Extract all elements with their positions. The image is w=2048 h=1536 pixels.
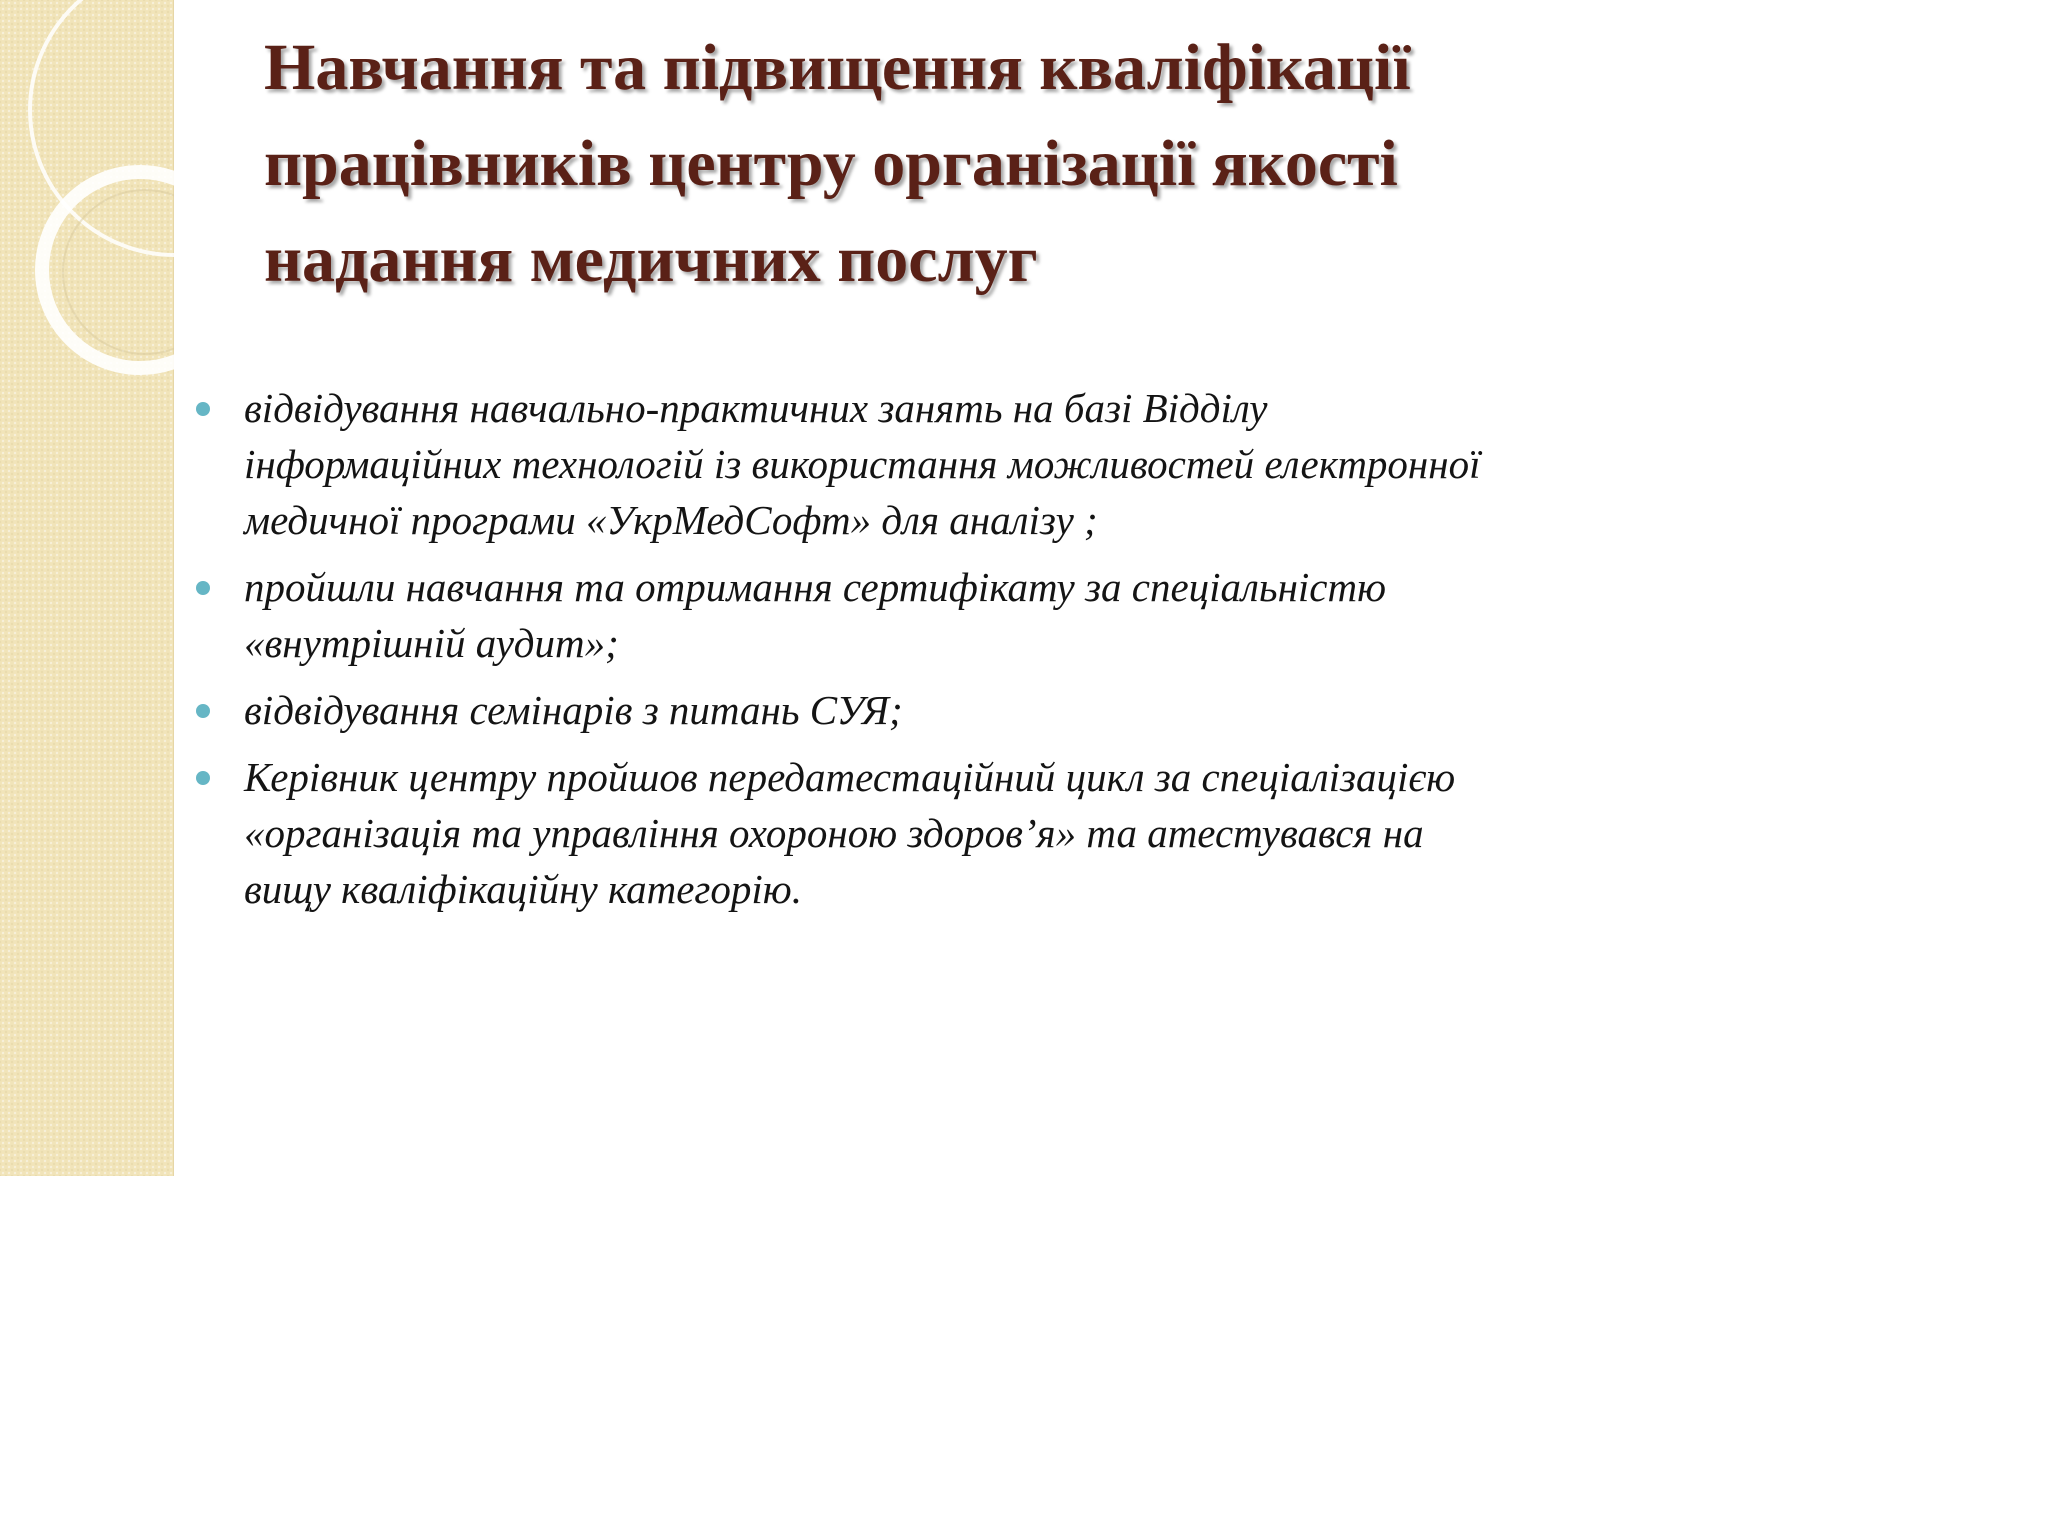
slide-title: Навчання та підвищення кваліфікації працівників центру організації якості надання медичних послуг: [264, 31, 1411, 296]
bullet-dot-icon: [196, 704, 210, 718]
bullet-list: [196, 380, 1486, 928]
bullet-dot-icon: [196, 581, 210, 595]
decorative-circles: [0, 0, 174, 1176]
bullet-text: пройшли навчання та отримання сертифікату за спеціальністю «внутрішній аудит»;: [244, 564, 1387, 666]
decorative-side-band: [0, 0, 174, 1176]
bullet-item: [196, 682, 1486, 738]
bullet-text: відвідування навчально-практичних занять на базі Відділу інформаційних технологій із використання можливостей електронної медичної програми «УкрМедСофт» для аналізу ;: [244, 385, 1481, 543]
decorative-circle-inner: [63, 190, 174, 354]
bullet-dot-icon: [196, 771, 210, 785]
bullet-text: відвідування семінарів з питань СУЯ;: [244, 687, 903, 733]
bullet-text: Керівник центру пройшов передатестаційний цикл за спеціалізацією «організація та управління охороною здоров’я» та атестувався на вищу кваліфікаційну категорію.: [244, 754, 1456, 912]
bullet-item: [196, 749, 1486, 917]
bullet-item: [196, 559, 1486, 671]
decorative-circle-thick: [42, 172, 174, 368]
bullet-dot-icon: [196, 402, 210, 416]
bullet-item: [196, 380, 1486, 548]
